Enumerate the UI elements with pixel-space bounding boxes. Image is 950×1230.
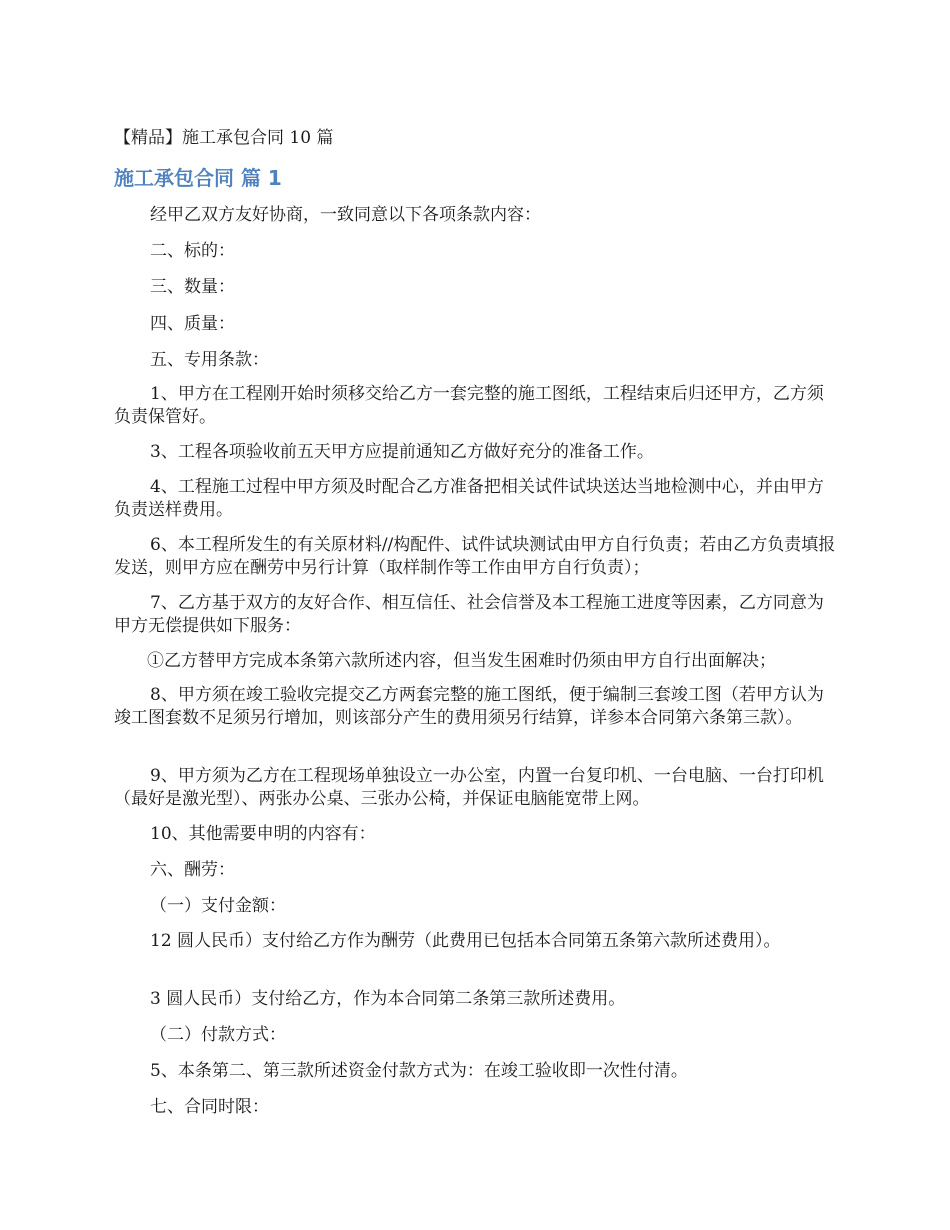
paragraph: 七、合同时限： xyxy=(150,1097,269,1117)
paragraph: 12 圆人民币）支付给乙方作为酬劳（此费用已包括本合同第五条第六款所述费用）。 xyxy=(150,931,781,951)
paragraph: 3 圆人民币）支付给乙方，作为本合同第二条第三款所述费用。 xyxy=(150,989,626,1009)
paragraph: （二）付款方式： xyxy=(150,1025,286,1045)
paragraph: 三、数量： xyxy=(150,277,235,297)
paragraph: 六、酬劳： xyxy=(150,860,235,880)
paragraph: 8、甲方须在竣工验收完提交乙方两套完整的施工图纸，便于编制三套竣工图（若甲方认为竣工图套数不足须另行增加，则该部分产生的费用须另行结算，详参本合同第六条第三款）。 xyxy=(114,685,824,728)
paragraph: 10、其他需要申明的内容有： xyxy=(150,824,376,844)
paragraph: （一）支付金额： xyxy=(150,896,286,916)
paragraph: 7、乙方基于双方的友好合作、相互信任、社会信誉及本工程施工进度等因素，乙方同意为甲方无偿提供如下服务： xyxy=(114,593,824,636)
paragraph: 五、专用条款： xyxy=(150,350,269,370)
paragraph: 6、本工程所发生的有关原材料//构配件、试件试块测试由甲方自行负责；若由乙方负责填报发送，则甲方应在酬劳中另行计算（取样制作等工作由甲方自行负责）； xyxy=(114,535,836,578)
paragraph: 四、质量： xyxy=(150,314,235,334)
document-title: 【精品】施工承包合同 10 篇 xyxy=(114,128,334,148)
paragraph: 3、工程各项验收前五天甲方应提前通知乙方做好充分的准备工作。 xyxy=(150,442,654,462)
paragraph: 1、甲方在工程刚开始时须移交给乙方一套完整的施工图纸，工程结束后归还甲方，乙方须负责保管好。 xyxy=(114,384,824,427)
paragraph: 5、本条第二、第三款所述资金付款方式为：在竣工验收即一次性付清。 xyxy=(150,1061,688,1081)
paragraph: 4、工程施工过程中甲方须及时配合乙方准备把相关试件试块送达当地检测中心，并由甲方负责送样费用。 xyxy=(114,477,824,520)
section-heading: 施工承包合同 篇 1 xyxy=(114,166,282,190)
paragraph: 二、标的： xyxy=(150,241,235,261)
paragraph: 9、甲方须为乙方在工程现场单独设立一办公室，内置一台复印机、一台电脑、一台打印机（最好是激光型）、两张办公桌、三张办公椅，并保证电脑能宽带上网。 xyxy=(114,766,824,809)
paragraph: 经甲乙双方友好协商，一致同意以下各项条款内容： xyxy=(150,205,541,225)
paragraph: ①乙方替甲方完成本条第六款所述内容，但当发生困难时仍须由甲方自行出面解决； xyxy=(147,651,776,671)
